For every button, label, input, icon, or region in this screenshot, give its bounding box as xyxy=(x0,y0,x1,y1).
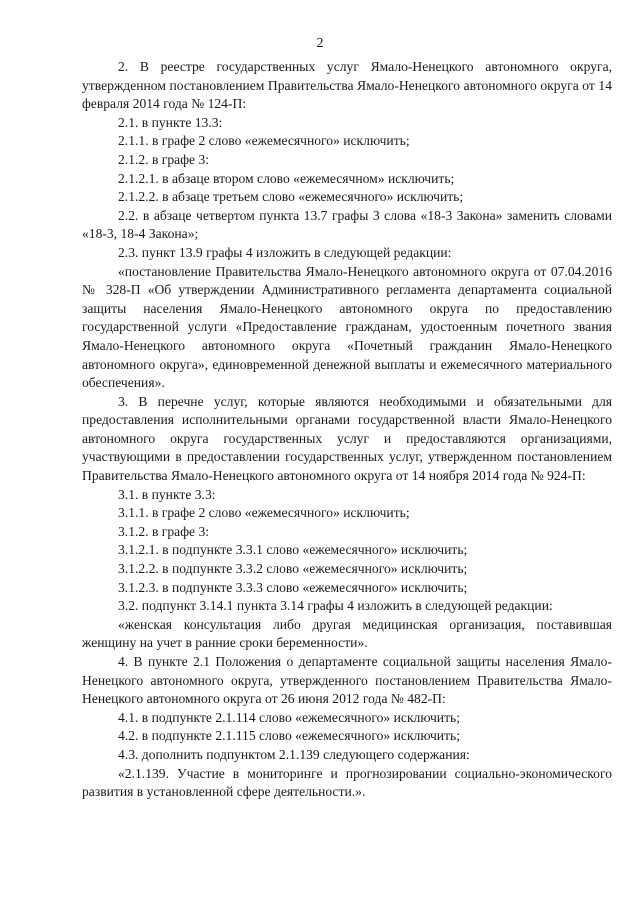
page-number: 2 xyxy=(316,36,324,51)
paragraph-3-1-2-1: 3.1.2.1. в подпункте 3.3.1 слово «ежемесячного» исключить; xyxy=(118,542,468,558)
quoted-text-4-3: «2.1.139. Участие в мониторинге и прогнозировании социально-экономического развития в установленной сфере деятельности.». xyxy=(82,765,612,800)
paragraph-2-1: 2.1. в пункте 13.3: xyxy=(118,114,223,130)
paragraph-4: 4. В пункте 2.1 Положения о департаменте социальной защиты населения Ямало-Ненецкого автономного округа, утвержденного постановлением Правительства Ямало-Ненецкого автономного округа от 26 июня 2012 года № 482-П: xyxy=(82,654,612,707)
paragraph-2: 2. В реестре государственных услуг Ямало-Ненецкого автономного округа, утвержденном постановлением Правительства Ямало-Ненецкого автономного округа от 14 февраля 2014 года № 124-П: xyxy=(82,59,612,112)
paragraph-3-1-1: 3.1.1. в графе 2 слово «ежемесячного» исключить; xyxy=(118,505,410,521)
paragraph-3: 3. В перечне услуг, которые являются необходимыми и обязательными для предоставления исполнительными органами государственной власти Ямало-Ненецкого автономного округа государственных услуг и предоставляются организациями, участвующими в предоставлении государственных услуг, утвержденном постановлением Правительства Ямало-Ненецкого автономного округа от 14 ноября 2014 года № 924-П: xyxy=(82,393,612,484)
paragraph-4-3: 4.3. дополнить подпунктом 2.1.139 следующего содержания: xyxy=(118,746,470,762)
paragraph-3-1-2-3: 3.1.2.3. в подпункте 3.3.3 слово «ежемесячного» исключить; xyxy=(118,579,468,595)
paragraph-4-2: 4.2. в подпункте 2.1.115 слово «ежемесячного» исключить; xyxy=(118,728,460,744)
document-body xyxy=(82,58,612,802)
paragraph-3-1-2: 3.1.2. в графе 3: xyxy=(118,523,210,539)
quoted-text-3-2: «женская консультация либо другая медицинская организация, поставившая женщину на учет в ранние сроки беременности». xyxy=(82,616,612,651)
paragraph-4-1: 4.1. в подпункте 2.1.114 слово «ежемесячного» исключить; xyxy=(118,709,460,725)
paragraph-2-2: 2.2. в абзаце четвертом пункта 13.7 графы 3 слова «18-3 Закона» заменить словами «18-3, 18-4 Закона»; xyxy=(82,207,612,242)
paragraph-3-1: 3.1. в пункте 3.3: xyxy=(118,486,216,502)
quoted-text-2-3: «постановление Правительства Ямало-Ненецкого автономного округа от 07.04.2016 № 328-П «Об утверждении Административного регламента департамента социальной защиты населения Ямало-Ненецкого автономного округа по предоставлению государственной услуги «Предоставление гражданам, удостоенным почетного звания Ямало-Ненецкого автономного округа «Почетный гражданин Ямало-Ненецкого автономного округа», единовременной денежной выплаты и ежемесячного материального обеспечения». xyxy=(82,263,612,391)
paragraph-2-1-2-2: 2.1.2.2. в абзаце третьем слово «ежемесячного» исключить; xyxy=(118,189,464,205)
paragraph-3-1-2-2: 3.1.2.2. в подпункте 3.3.2 слово «ежемесячного» исключить; xyxy=(118,561,468,577)
paragraph-2-1-1: 2.1.1. в графе 2 слово «ежемесячного» исключить; xyxy=(118,133,410,149)
paragraph-2-3: 2.3. пункт 13.9 графы 4 изложить в следующей редакции: xyxy=(118,244,452,260)
paragraph-3-2: 3.2. подпункт 3.14.1 пункта 3.14 графы 4 изложить в следующей редакции: xyxy=(118,598,553,614)
paragraph-2-1-2: 2.1.2. в графе 3: xyxy=(118,151,210,167)
paragraph-2-1-2-1: 2.1.2.1. в абзаце втором слово «ежемесячном» исключить; xyxy=(118,170,455,186)
